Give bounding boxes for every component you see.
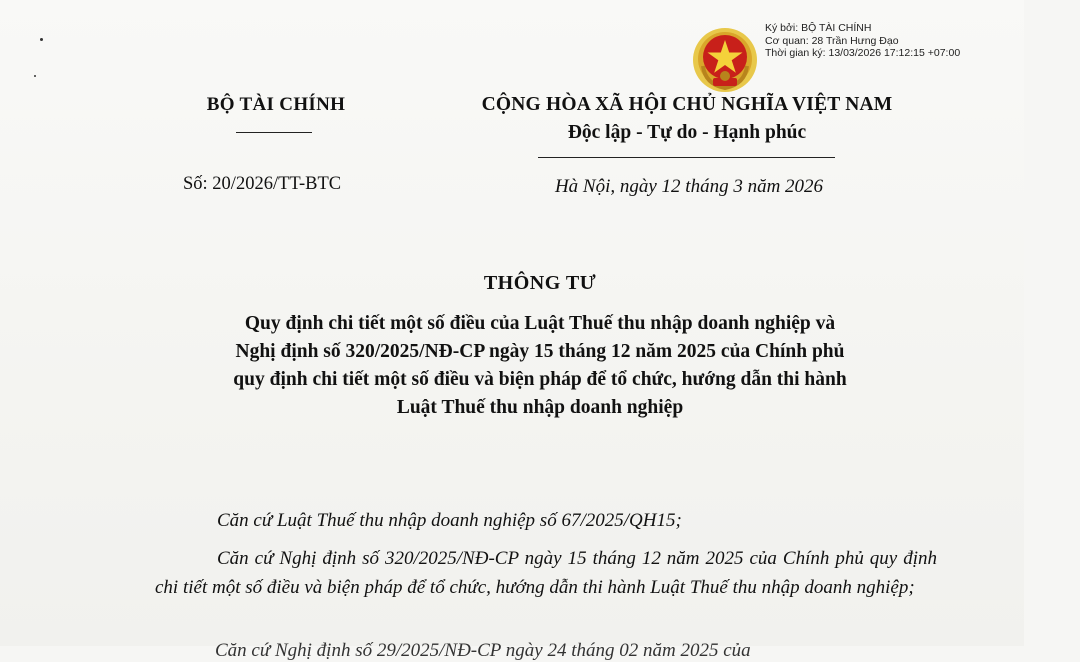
country-name: CỘNG HÒA XÃ HỘI CHỦ NGHĨA VIỆT NAM — [481, 94, 893, 115]
truncated-line-text: Căn cứ Nghị định số 29/2025/NĐ-CP ngày 24 tháng 02 năm 2025 của — [215, 640, 751, 661]
subject-line: Nghị định số 320/2025/NĐ-CP ngày 15 tháng 12 năm 2025 của Chính phủ — [235, 341, 845, 362]
document-type: THÔNG TƯ — [483, 272, 597, 294]
digital-signature — [689, 22, 1019, 94]
scan-speck — [40, 38, 43, 41]
legal-basis-paragraph: Căn cứ Luật Thuế thu nhập doanh nghiệp số 67/2025/QH15; — [217, 510, 682, 531]
signed-time-line: Thời gian ký: 13/03/2026 17:12:15 +07:00 — [765, 47, 961, 59]
truncated-paragraph — [0, 636, 1024, 661]
national-emblem-icon — [691, 26, 759, 94]
motto-underline — [538, 157, 835, 158]
signed-by-line: Ký bởi: BỘ TÀI CHÍNH — [765, 22, 872, 34]
scan-speck — [34, 75, 36, 77]
subject-line: Luật Thuế thu nhập doanh nghiệp — [396, 397, 684, 418]
issuing-agency: BỘ TÀI CHÍNH — [206, 94, 346, 115]
document-subject — [140, 310, 940, 422]
signing-agency-line: Cơ quan: 28 Trần Hưng Đạo — [765, 34, 899, 47]
legal-basis-preamble — [155, 506, 937, 611]
signature-details — [765, 22, 960, 60]
subject-line: quy định chi tiết một số điều và biện pháp để tổ chức, hướng dẫn thi hành — [233, 369, 847, 390]
subject-line: Quy định chi tiết một số điều của Luật Thuế thu nhập doanh nghiệp và — [244, 313, 836, 334]
document-number: Số: 20/2026/TT-BTC — [183, 174, 342, 194]
agency-underline — [236, 132, 312, 133]
national-motto: Độc lập - Tự do - Hạnh phúc — [567, 122, 807, 143]
legal-basis-paragraph: Căn cứ Nghị định số 320/2025/NĐ-CP ngày 15 tháng 12 năm 2025 của Chính phủ quy định chi tiết một số điều và biện pháp để tổ chức, hướng dẫn thi hành Luật Thuế thu nhập doanh nghiệp; — [155, 548, 937, 598]
place-and-date: Hà Nội, ngày 12 tháng 3 năm 2026 — [554, 176, 824, 197]
